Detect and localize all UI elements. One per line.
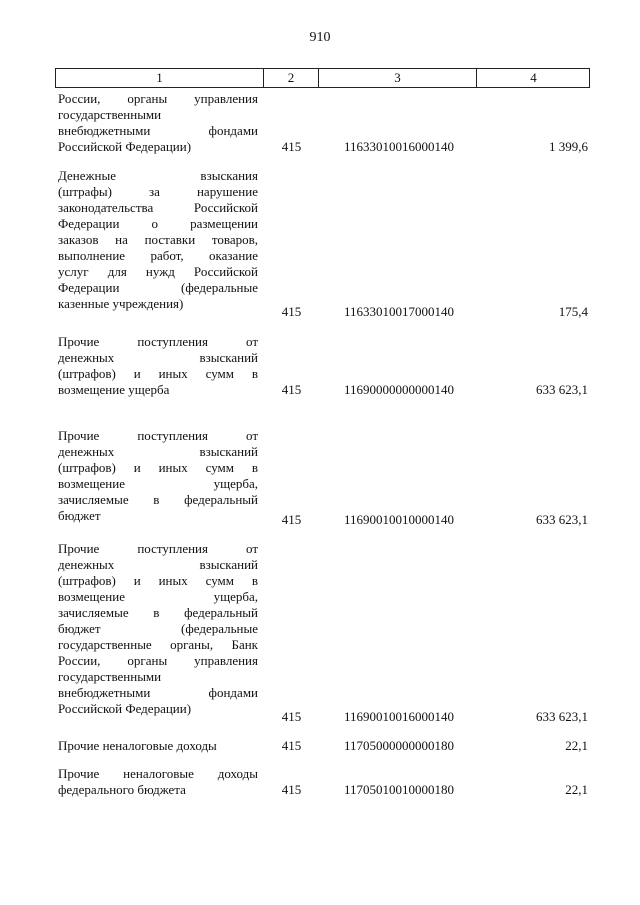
amount-cell: 175,4 (558, 304, 588, 319)
row-description (58, 334, 258, 398)
description-line: России, органы управления (58, 653, 258, 668)
description-line: Федерации (федеральные (58, 280, 258, 295)
description-line: (штрафы) за нарушение (58, 184, 258, 199)
kbk-code-cell: 11633010016000140 (343, 139, 455, 154)
amount-cell: 633 623,1 (536, 709, 588, 724)
description-line: возмещение ущерба, (58, 476, 258, 491)
column-header-4: 4 (530, 70, 537, 85)
admin-code-cell: 415 (281, 512, 302, 527)
description-line: денежных взысканий (58, 557, 258, 572)
kbk-code-cell: 11705010010000180 (343, 782, 455, 797)
description-line: федерального бюджета (58, 782, 186, 797)
description-line: Прочие неналоговые доходы (58, 738, 217, 753)
row-description (58, 428, 258, 524)
row-description (58, 766, 258, 798)
admin-code-cell: 415 (281, 782, 302, 797)
admin-code-cell: 415 (281, 304, 302, 319)
kbk-code-cell: 11633010017000140 (343, 304, 455, 319)
description-line: денежных взысканий (58, 444, 258, 459)
admin-code-cell: 415 (281, 738, 302, 753)
description-line: заказов на поставки товаров, (58, 232, 258, 247)
amount-cell: 1 399,6 (549, 139, 588, 154)
page-number: 910 (309, 30, 331, 45)
kbk-code-cell: 11690010016000140 (343, 709, 455, 724)
description-line: денежных взысканий (58, 350, 258, 365)
description-line: казенные учреждения) (58, 296, 184, 311)
amount-cell: 633 623,1 (536, 512, 588, 527)
description-line: Российской Федерации) (58, 139, 192, 154)
description-line: зачисляемые в федеральный (58, 492, 258, 507)
amount-cell: 22,1 (565, 782, 588, 797)
amount-cell: 22,1 (565, 738, 588, 753)
column-header-3: 3 (319, 69, 477, 87)
description-line: выполнение работ, оказание (58, 248, 258, 263)
description-line: (штрафов) и иных сумм в (58, 366, 258, 381)
kbk-code-cell: 11690000000000140 (343, 382, 455, 397)
description-line: России, органы управления (58, 91, 258, 106)
table-header-row (55, 68, 590, 88)
admin-code-cell: 415 (281, 709, 302, 724)
description-line: внебюджетными фондами (58, 685, 258, 700)
description-line: возмещение ущерба (58, 382, 170, 397)
description-line: бюджет (58, 508, 101, 523)
description-line: Федерации о размещении (58, 216, 258, 231)
description-line: государственными (58, 669, 162, 684)
description-line: услуг для нужд Российской (58, 264, 258, 279)
kbk-code-cell: 11690010010000140 (343, 512, 455, 527)
description-line: бюджет (федеральные (58, 621, 258, 636)
description-line: законодательства Российской (58, 200, 258, 215)
description-line: Прочие поступления от (58, 428, 258, 443)
row-description (58, 738, 258, 754)
description-line: Прочие поступления от (58, 334, 258, 349)
description-line: Прочие поступления от (58, 541, 258, 556)
amount-cell: 633 623,1 (536, 382, 588, 397)
description-line: Российской Федерации) (58, 701, 192, 716)
admin-code-cell: 415 (281, 139, 302, 154)
column-header-2: 2 (264, 69, 319, 87)
description-line: Прочие неналоговые доходы (58, 766, 258, 781)
description-line: государственные органы, Банк (58, 637, 258, 652)
description-line: зачисляемые в федеральный (58, 605, 258, 620)
admin-code-cell: 415 (281, 382, 302, 397)
row-description (58, 91, 258, 155)
description-line: (штрафов) и иных сумм в (58, 573, 258, 588)
row-description (58, 168, 258, 312)
description-line: возмещение ущерба, (58, 589, 258, 604)
description-line: Денежные взыскания (58, 168, 258, 183)
column-header-1: 1 (56, 69, 264, 87)
row-description (58, 541, 258, 717)
kbk-code-cell: 11705000000000180 (343, 738, 455, 753)
description-line: государственными (58, 107, 162, 122)
description-line: (штрафов) и иных сумм в (58, 460, 258, 475)
description-line: внебюджетными фондами (58, 123, 258, 138)
